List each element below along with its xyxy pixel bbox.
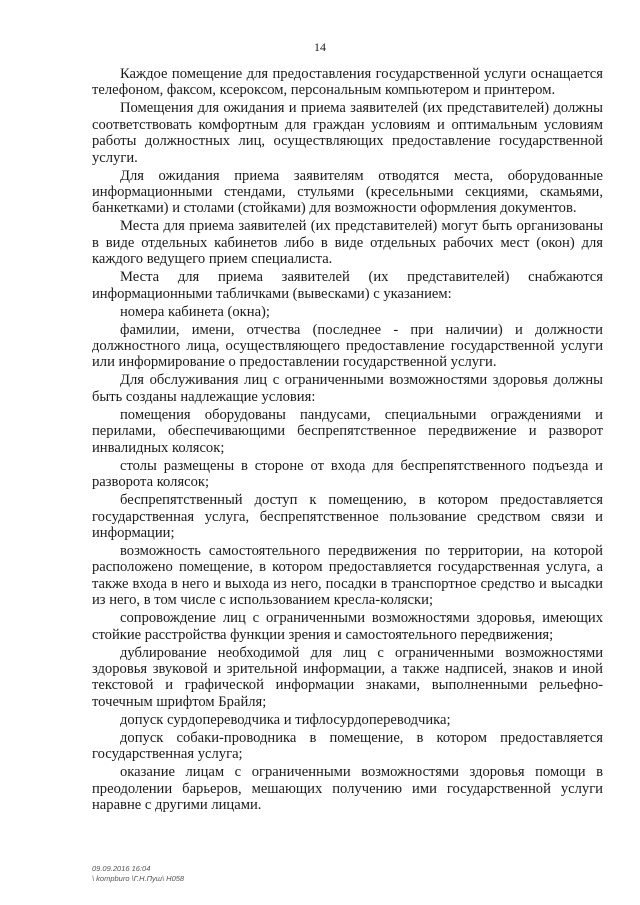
list-item: допуск сурдопереводчика и тифлосурдопереводчика; (120, 711, 451, 728)
list-item: столы размещены в стороне от входа для беспрепятственного подъезда и разворота колясок; (92, 457, 603, 491)
paragraph: Для ожидания приема заявителям отводятся места, оборудованные информационными стендами, стульями (кресельными секциями, скамьями, банкетками) и столами (стойками) для возможности оформления документов. (92, 167, 603, 217)
list-item: допуск собаки-проводника в помещение, в котором предоставляется государственная услуга; (92, 729, 603, 763)
paragraph: Места для приема заявителей (их представителей) могут быть организованы в виде отдельных кабинетов либо в виде отдельных рабочих мест (окон) для каждого ведущего прием специалиста. (92, 218, 603, 268)
list-item: помещения оборудованы пандусами, специальными ограждениями и перилами, обеспечивающими беспрепятственное передвижение и разворот инвалидных колясок; (92, 406, 603, 456)
footer-timestamp: 09.09.2016 16:04 (92, 864, 151, 873)
footer-file-path: \ kompburo \Г.Н.Пуш\ Н058 (92, 874, 185, 883)
document-body (92, 66, 603, 815)
list-item: оказание лицам с ограниченными возможностями здоровья помощи в преодолении барьеров, мешающих получению ими государственной услуги наравне с другими лицами. (92, 764, 603, 813)
list-item: беспрепятственный доступ к помещению, в котором предоставляется государственная услуга, беспрепятственное пользование средством связи и информации; (92, 492, 603, 541)
paragraph: Каждое помещение для предоставления государственной услуги оснащается телефоном, факсом, ксероксом, персональным компьютером и принтером. (92, 66, 603, 99)
paragraph: Помещения для ожидания и приема заявителей (их представителей) должны соответствовать комфортным для граждан условиям и оптимальным условиям работы должностных лиц, осуществляющих предоставление государственной услуги. (92, 100, 603, 166)
document-footer (92, 864, 184, 884)
list-item: возможность самостоятельного передвижения по территории, на которой расположено помещение, в котором предоставляется государственная услуга, а также входа в него и выхода из него, посадки в транспортное средство и высадки из него, в том числе с использованием кресла-коляски; (92, 542, 603, 609)
page-number: 14 (314, 40, 326, 54)
list-item: дублирование необходимой для лиц с ограниченными возможностями здоровья звуковой и зрительной информации, а также надписей, знаков и иной текстовой и графической информации знаками, выполненными рельефно-точечным шрифтом Брайля; (92, 644, 603, 710)
list-item: номера кабинета (окна); (120, 303, 270, 320)
list-item: сопровождение лиц с ограниченными возможностями здоровья, имеющих стойкие расстройства функции зрения и самостоятельного передвижения; (92, 610, 603, 643)
paragraph: Места для приема заявителей (их представителей) снабжаются информационными табличками (вывесками) с указанием: (92, 269, 603, 302)
list-item: фамилии, имени, отчества (последнее - при наличии) и должности должностного лица, осуществляющего предоставление государственной услуги или информирование о предоставлении государственной услуги. (92, 321, 603, 371)
paragraph: Для обслуживания лиц с ограниченными возможностями здоровья должны быть созданы надлежащие условия: (92, 372, 603, 405)
